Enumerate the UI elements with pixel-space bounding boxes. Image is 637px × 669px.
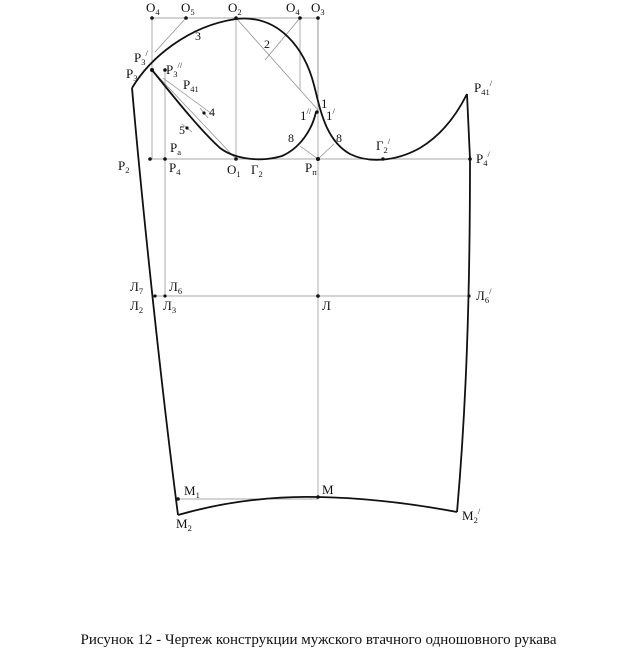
point-4 (202, 111, 205, 114)
point-p4 (163, 157, 167, 161)
point-l6-prime (467, 294, 470, 297)
diag-8-right (318, 144, 334, 159)
label-l7: $Л_7$ (130, 279, 144, 296)
label-o2: $О_2$ (228, 0, 242, 17)
label-5: 5 (179, 123, 185, 137)
label-m1: $М_1$ (184, 483, 200, 500)
point-p4-prime (468, 157, 472, 161)
point-m1 (176, 497, 180, 501)
label-l3: $Л_3$ (163, 298, 177, 315)
point-p3 (150, 68, 154, 72)
label-m: М (322, 482, 334, 497)
label-8-left: 8 (288, 131, 294, 145)
label-o1: $О_1$ (227, 162, 241, 179)
label-p4-prime: $Р_4^/$ (476, 149, 490, 168)
label-1: 1 (321, 96, 328, 111)
label-o4-left: $О_4$ (146, 0, 160, 17)
point-o4-left (150, 16, 154, 20)
label-o3: $О_3$ (311, 0, 325, 17)
label-3: 3 (195, 29, 201, 43)
label-o5: $О_5$ (181, 0, 195, 17)
label-l: Л (322, 298, 331, 313)
point-p2 (148, 157, 152, 161)
label-p3: $Р_3$ (126, 66, 138, 83)
point-pp (316, 157, 320, 161)
label-pa: $Р_а$ (170, 140, 182, 157)
label-2: 2 (264, 37, 270, 51)
label-1-dprime: 1// (300, 106, 312, 123)
figure-caption: Рисунок 12 - Чертеж конструкции мужского втачного одношовного рукава (80, 632, 557, 648)
label-8-right: 8 (336, 131, 342, 145)
label-g2: $Г_2$ (251, 162, 263, 179)
right-seam (457, 94, 470, 512)
label-4: 4 (209, 105, 215, 119)
point-o1 (234, 157, 238, 161)
point-1 (315, 110, 319, 114)
label-pp: $Р_п$ (305, 160, 317, 177)
label-p4: $Р_4$ (169, 160, 181, 177)
label-m2-prime: $М_2^/$ (462, 506, 481, 525)
label-p3-prime: $Р_3^/$ (134, 48, 148, 67)
label-o4-right: $О_4$ (286, 0, 300, 17)
label-l2: $Л_2$ (130, 298, 144, 315)
label-p41-prime: $Р_{41}^/$ (474, 78, 493, 97)
label-p2: $Р_2$ (118, 158, 130, 175)
point-m (316, 495, 320, 499)
diag-8-left (300, 146, 318, 159)
label-m2: $М_2$ (176, 516, 192, 533)
label-l6: $Л_6$ (169, 279, 183, 296)
bottom-curve (178, 497, 457, 515)
sleeve-outline (132, 19, 470, 515)
point-o5 (184, 16, 188, 20)
point-o3 (316, 16, 320, 20)
label-p41: $Р_{41}$ (183, 77, 199, 94)
label-l6-prime: $Л_6^/$ (476, 286, 492, 305)
point-l (316, 294, 320, 298)
label-g2-prime: $Г_2^/$ (376, 136, 391, 155)
label-p3-dprime: $Р_3^{//}$ (166, 60, 183, 79)
point-g2-prime (381, 157, 385, 161)
label-1-prime: 1/ (326, 106, 335, 123)
point-5 (185, 126, 188, 129)
point-l7 (153, 294, 156, 297)
point-labels (118, 0, 493, 533)
